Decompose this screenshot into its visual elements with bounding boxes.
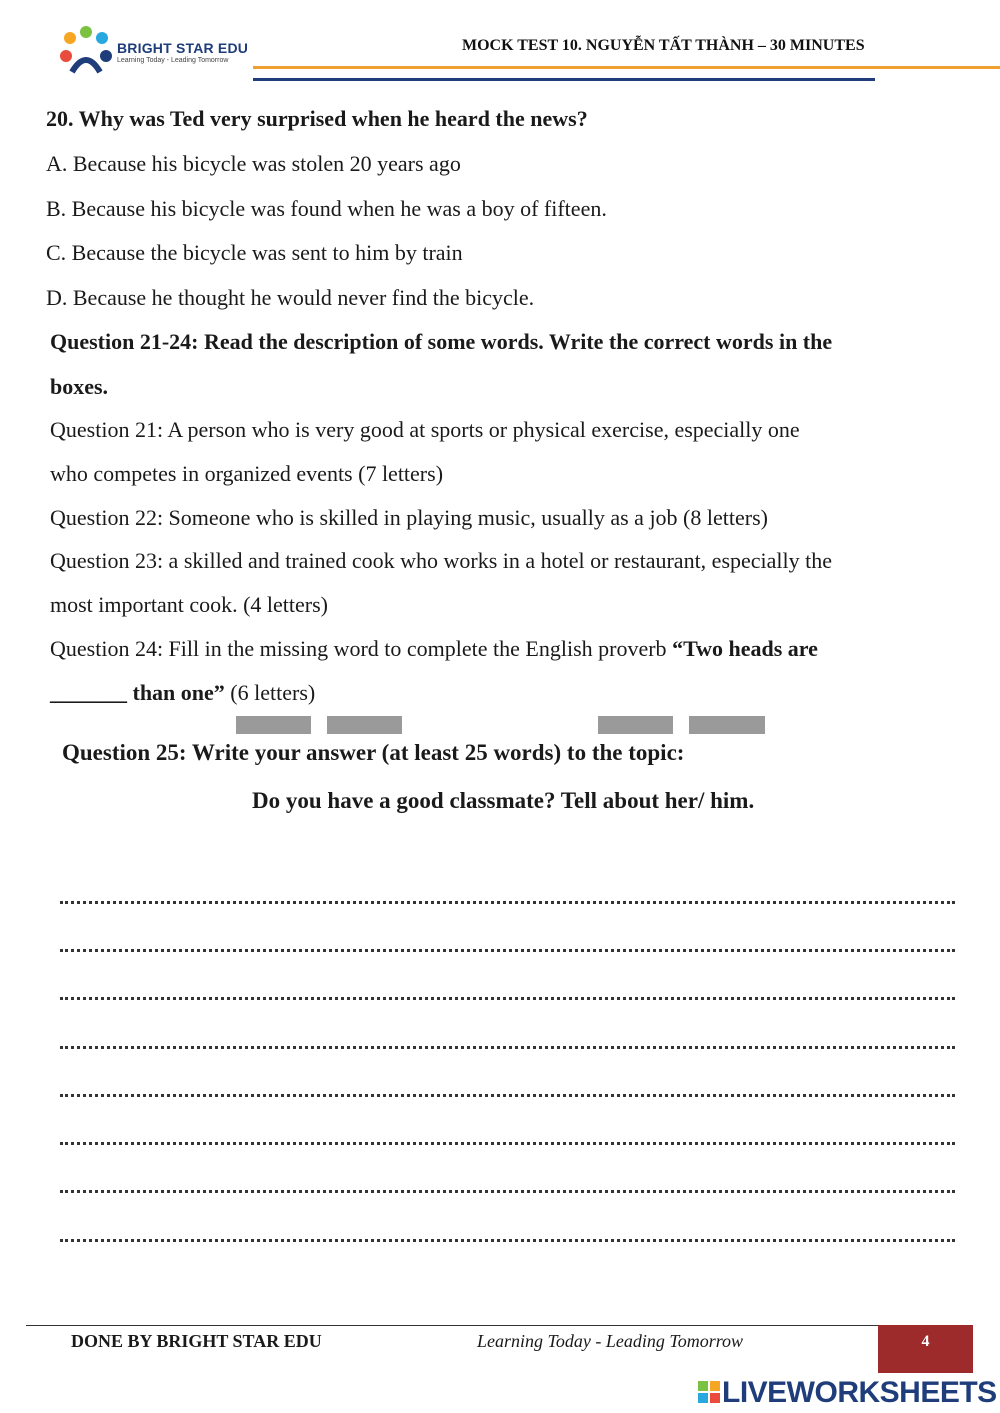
answer-line (60, 1046, 955, 1049)
page-title: MOCK TEST 10. NGUYỄN TẤT THÀNH – 30 MINUTES (462, 37, 865, 54)
question-21: Question 21: A person who is very good at sports or physical exercise, especially one (50, 417, 800, 442)
q21-24-instruction: Question 21-24: Read the description of some words. Write the correct words in the (50, 329, 833, 354)
answer-line (60, 1239, 955, 1242)
q24-text: Question 24: Fill in the missing word to complete the English proverb (50, 636, 673, 661)
header-blue-line (253, 78, 875, 81)
answer-box-24[interactable] (689, 716, 765, 734)
q24-answer-blank[interactable]: _______ (50, 680, 127, 705)
question-24 (50, 636, 818, 662)
header-orange-line (253, 66, 1000, 69)
q20-option-b: B. Because his bicycle was found when he was a boy of fifteen. (46, 196, 607, 221)
question-20: 20. Why was Ted very surprised when he heard the news? (46, 106, 588, 131)
brand-name: BRIGHT STAR EDU (117, 40, 249, 56)
answer-line (60, 1142, 955, 1145)
brand-logo-icon (58, 24, 114, 76)
header (0, 0, 1000, 90)
q20-option-c: C. Because the bicycle was sent to him by train (46, 240, 463, 265)
question-23: Question 23: a skilled and trained cook who works in a hotel or restaurant, especially the (50, 548, 833, 573)
footer-divider (26, 1325, 878, 1326)
answer-line (60, 1094, 955, 1097)
q21-24-instruction-cont: boxes. (50, 374, 109, 399)
page-number: 4 (921, 1333, 930, 1350)
brand-slogan: Learning Today - Leading Tomorrow (117, 57, 229, 64)
page-number-box (878, 1325, 973, 1373)
q25-topic: Do you have a good classmate? Tell about her/ him. (252, 788, 755, 813)
q24-proverb-end: than one” (127, 680, 225, 705)
liveworksheets-logo-icon (698, 1381, 720, 1403)
footer-left: DONE BY BRIGHT STAR EDU (71, 1331, 322, 1351)
answer-line (60, 997, 955, 1000)
q20-option-d: D. Because he thought he would never find the bicycle. (46, 285, 535, 310)
q20-option-a: A. Because his bicycle was stolen 20 years ago (46, 151, 461, 176)
q25-answer-area[interactable] (0, 850, 1000, 1250)
q24-proverb-start: “Two heads are (672, 636, 818, 661)
q24-letter-count: (6 letters) (224, 680, 316, 705)
question-24-cont (50, 680, 315, 706)
answer-line (60, 949, 955, 952)
question-23-cont: most important cook. (4 letters) (50, 592, 328, 617)
liveworksheets-watermark: LIVEWORKSHEETS (722, 1376, 997, 1409)
answer-line (60, 1190, 955, 1193)
question-21-cont: who competes in organized events (7 letters) (50, 461, 444, 486)
answer-box-22[interactable] (327, 716, 402, 734)
footer-slogan: Learning Today - Leading Tomorrow (477, 1331, 744, 1351)
answer-line (60, 901, 955, 904)
answer-box-23[interactable] (598, 716, 673, 734)
answer-box-21[interactable] (236, 716, 311, 734)
question-22: Question 22: Someone who is skilled in playing music, usually as a job (8 letters) (50, 505, 768, 530)
question-25: Question 25: Write your answer (at least 25 words) to the topic: (62, 740, 685, 765)
